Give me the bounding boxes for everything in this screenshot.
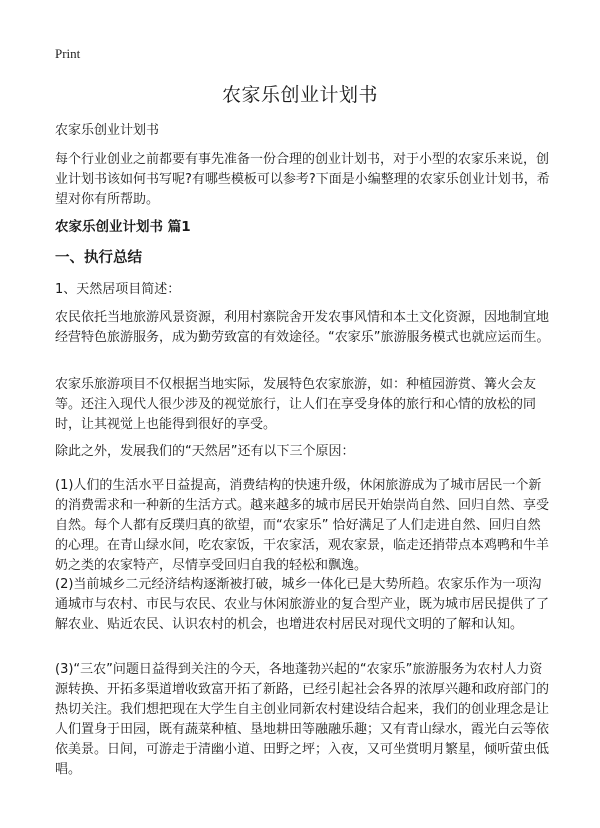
paragraph-6: (3)“三农”问题日益得到关注的今天，各地蓬勃兴起的“农家乐”旅游服务为农村人力资源转换、开拓多渠道增收致富开拓了新路，已经引起社会各界的浓厚兴趣和政府部门的热切关注。我们想把现在大学生自主创业同新农村建设结合起来，我们的创业理念是让人们置身于田园，既有蔬菜种植、垦地耕田等融融乐趣；又有青山绿水，霞光白云等依依美景。日间，可游走于清幽小道、田野之坪；入夜，又可坐赏明月繁星，倾听萤虫低唱。: [55, 662, 550, 777]
intro-paragraph: 每个行业创业之前都要有事先准备一份合理的创业计划书，对于小型的农家乐来说，创业计划书该如何书写呢?有哪些模板可以参考?下面是小编整理的农家乐创业计划书，希望对你有所帮助。: [55, 152, 550, 207]
paragraph-5: (2)当前城乡二元经济结构逐渐被打破，城乡一体化已是大势所趋。农家乐作为一项沟通城市与农村、市民与农民、农业与休闲旅游业的复合型产业，既为城市居民提供了了解农业、贴近农民、认识农村的机会，也增进农村居民对现代文明的了解和认知。: [55, 577, 550, 632]
chapter-heading: 一、执行总结: [55, 250, 142, 266]
item-heading: 1、天然居项目简述：: [55, 282, 181, 297]
document-subtitle: 农家乐创业计划书: [55, 123, 160, 138]
paragraph-2: 农家乐旅游项目不仅根据当地实际，发展特色农家旅游，如：种植园游赏、篝火会友等。还注入现代人很少涉及的视觉旅行，让人们在享受身体的旅行和心情的放松的同时，让其视觉上也能得到很好的享受。: [55, 377, 537, 432]
paragraph-1: 农民依托当地旅游风景资源，利用村寨院舍开发农事风情和本土文化资源，因地制宜地经营特色旅游服务，成为勤劳致富的有效途径。“农家乐”旅游服务模式也就应运而生。: [55, 310, 550, 345]
section-title: 农家乐创业计划书 篇1: [55, 219, 191, 235]
print-link[interactable]: Print: [55, 46, 81, 61]
paragraph-3: 除此之外，发展我们的“天然居”还有以下三个原因：: [55, 444, 355, 459]
page-title: 农家乐创业计划书: [221, 84, 378, 106]
paragraph-4: (1)人们的生活水平日益提高，消费结构的快速升级，休闲旅游成为了城市居民一个新的消费需求和一种新的生活方式。越来越多的城市居民开始崇尚自然、回归自然、享受自然。每个人都有反璞归真的欲望，而“农家乐” 恰好满足了人们走进自然、回归自然的心理。在青山绿水间，吃农家饭，干农家活，观农家景，临走还捎带点本鸡鸭和牛羊奶之类的农家特产，尽情享受回归自我的轻松和飘逸。: [55, 478, 550, 573]
